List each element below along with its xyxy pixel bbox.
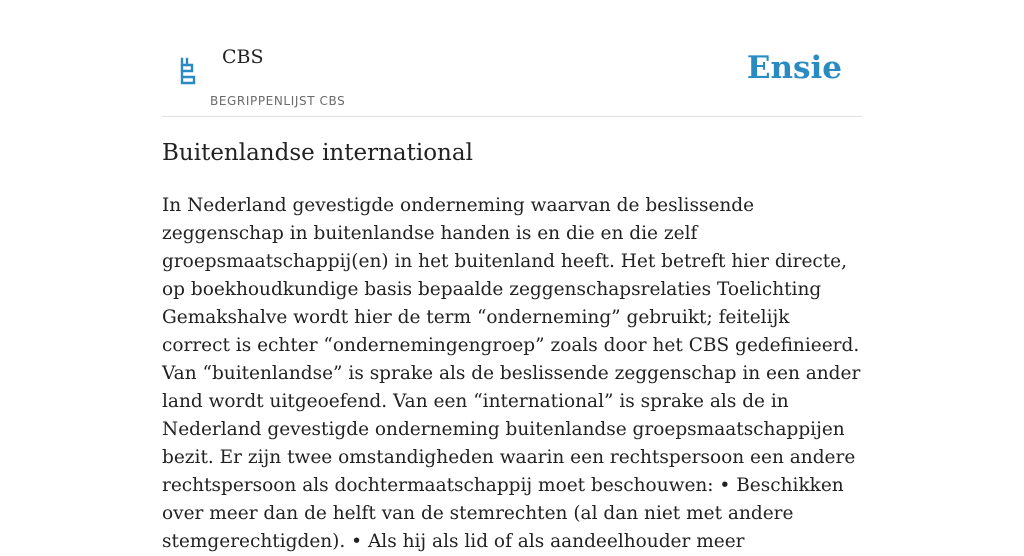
header: [162, 0, 862, 117]
definition-text: In Nederland gevestigde onderneming waarvan de beslissende zeggenschap in buitenlandse handen is en die en die zelf groepsmaatschappij(en) in het buitenland heeft. Het betreft hier directe, op boekhoudkundige basis bepaalde zeggenschapsrelaties Toelichting Gemakshalve wordt hier de term “onderneming” gebruikt; feitelijk correct is echter “ondernemingengroep” zoals door het CBS gedefinieerd. Van “buitenlandse” is sprake als de beslissende zeggenschap in een ander land wordt uitgeoefend. Van een “international” is sprake als de in Nederland gevestigde onderneming buitenlandse groepsmaatschappijen bezit. Er zijn twee omstandigheden waarin een rechtspersoon een andere rechtspersoon als dochtermaatschappij moet beschouwen: • Beschikken over meer dan de helft van de stemrechten (al dan niet met andere stemgerechtigden). • Als hij als lid of als aandeelhouder meer: [162, 195, 861, 552]
site-subtitle[interactable]: BEGRIPPENLIJST CBS: [210, 94, 346, 108]
site-name[interactable]: CBS: [222, 46, 264, 68]
page-title: Buitenlandse international: [162, 140, 473, 166]
ensie-brand-link[interactable]: Ensie: [746, 50, 842, 86]
cbs-logo-icon[interactable]: [176, 56, 198, 86]
